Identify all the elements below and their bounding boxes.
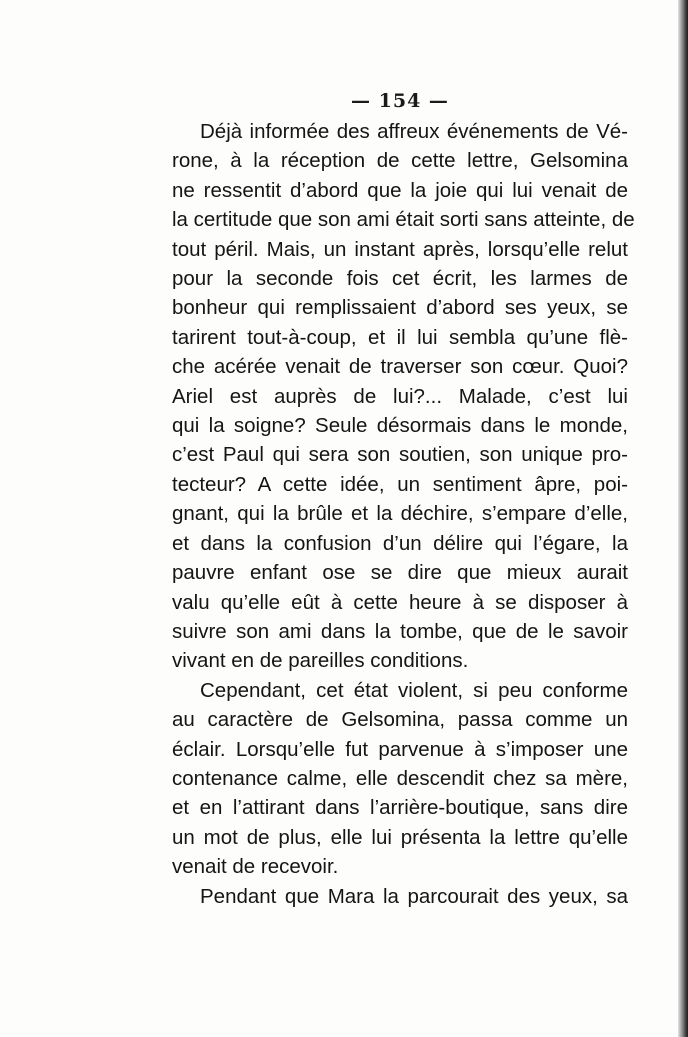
- text-line: gnant, qui la brûle et la déchire, s’empare d’elle,: [172, 502, 628, 526]
- text-line: et en l’attirant dans l’arrière-boutique, sans dire: [172, 796, 628, 820]
- text-line: vivant en de pareilles conditions.: [172, 649, 469, 673]
- body-text: [172, 117, 635, 911]
- text-line: venait de recevoir.: [172, 855, 339, 879]
- text-line: che acérée venait de traverser son cœur. Quoi?: [172, 355, 628, 379]
- text-line: rone, à la réception de cette lettre, Gelsomina: [172, 149, 628, 173]
- text-line: Pendant que Mara la parcourait des yeux, sa: [200, 884, 628, 908]
- text-line: suivre son ami dans la tombe, que de le savoir: [172, 619, 628, 643]
- text-line: contenance calme, elle descendit chez sa mère,: [172, 766, 628, 790]
- paragraph-3: [172, 882, 628, 911]
- text-line: bonheur qui remplissaient d’abord ses yeux, se: [172, 296, 628, 320]
- text-line: tecteur? A cette idée, un sentiment âpre, poi-: [172, 472, 628, 496]
- text-line: éclair. Lorsqu’elle fut parvenue à s’imposer une: [172, 737, 628, 761]
- text-line: tarirent tout-à-coup, et il lui sembla qu’une flè-: [172, 325, 628, 349]
- text-line: valu qu’elle eût à cette heure à se disposer à: [172, 590, 628, 614]
- paragraph-2: [172, 676, 628, 882]
- text-line: ne ressentit d’abord que la joie qui lui venait de: [172, 178, 628, 202]
- text-line: qui la soigne? Seule désormais dans le monde,: [172, 414, 628, 438]
- text-line: un mot de plus, elle lui présenta la lettre qu’elle: [172, 825, 628, 849]
- text-line: la certitude que son ami était sorti sans atteinte, de: [172, 208, 635, 232]
- paragraph-1: [172, 117, 635, 676]
- page-number: — 154 —: [351, 90, 449, 112]
- page-edge-shadow: [678, 0, 688, 1037]
- text-line: et dans la confusion d’un délire qui l’égare, la: [172, 531, 628, 555]
- text-line: c’est Paul qui sera son soutien, son unique pro-: [172, 443, 628, 467]
- text-line: pauvre enfant ose se dire que mieux aurait: [172, 561, 628, 585]
- text-line: Déjà informée des affreux événements de Vé-: [200, 120, 628, 143]
- text-line: pour la seconde fois cet écrit, les larmes de: [172, 267, 628, 291]
- text-line: tout péril. Mais, un instant après, lorsqu’elle relut: [172, 237, 628, 261]
- text-line: Cependant, cet état violent, si peu conforme: [200, 678, 628, 702]
- text-line: Ariel est auprès de lui?... Malade, c’est lui: [172, 384, 628, 408]
- text-line: au caractère de Gelsomina, passa comme un: [172, 708, 628, 732]
